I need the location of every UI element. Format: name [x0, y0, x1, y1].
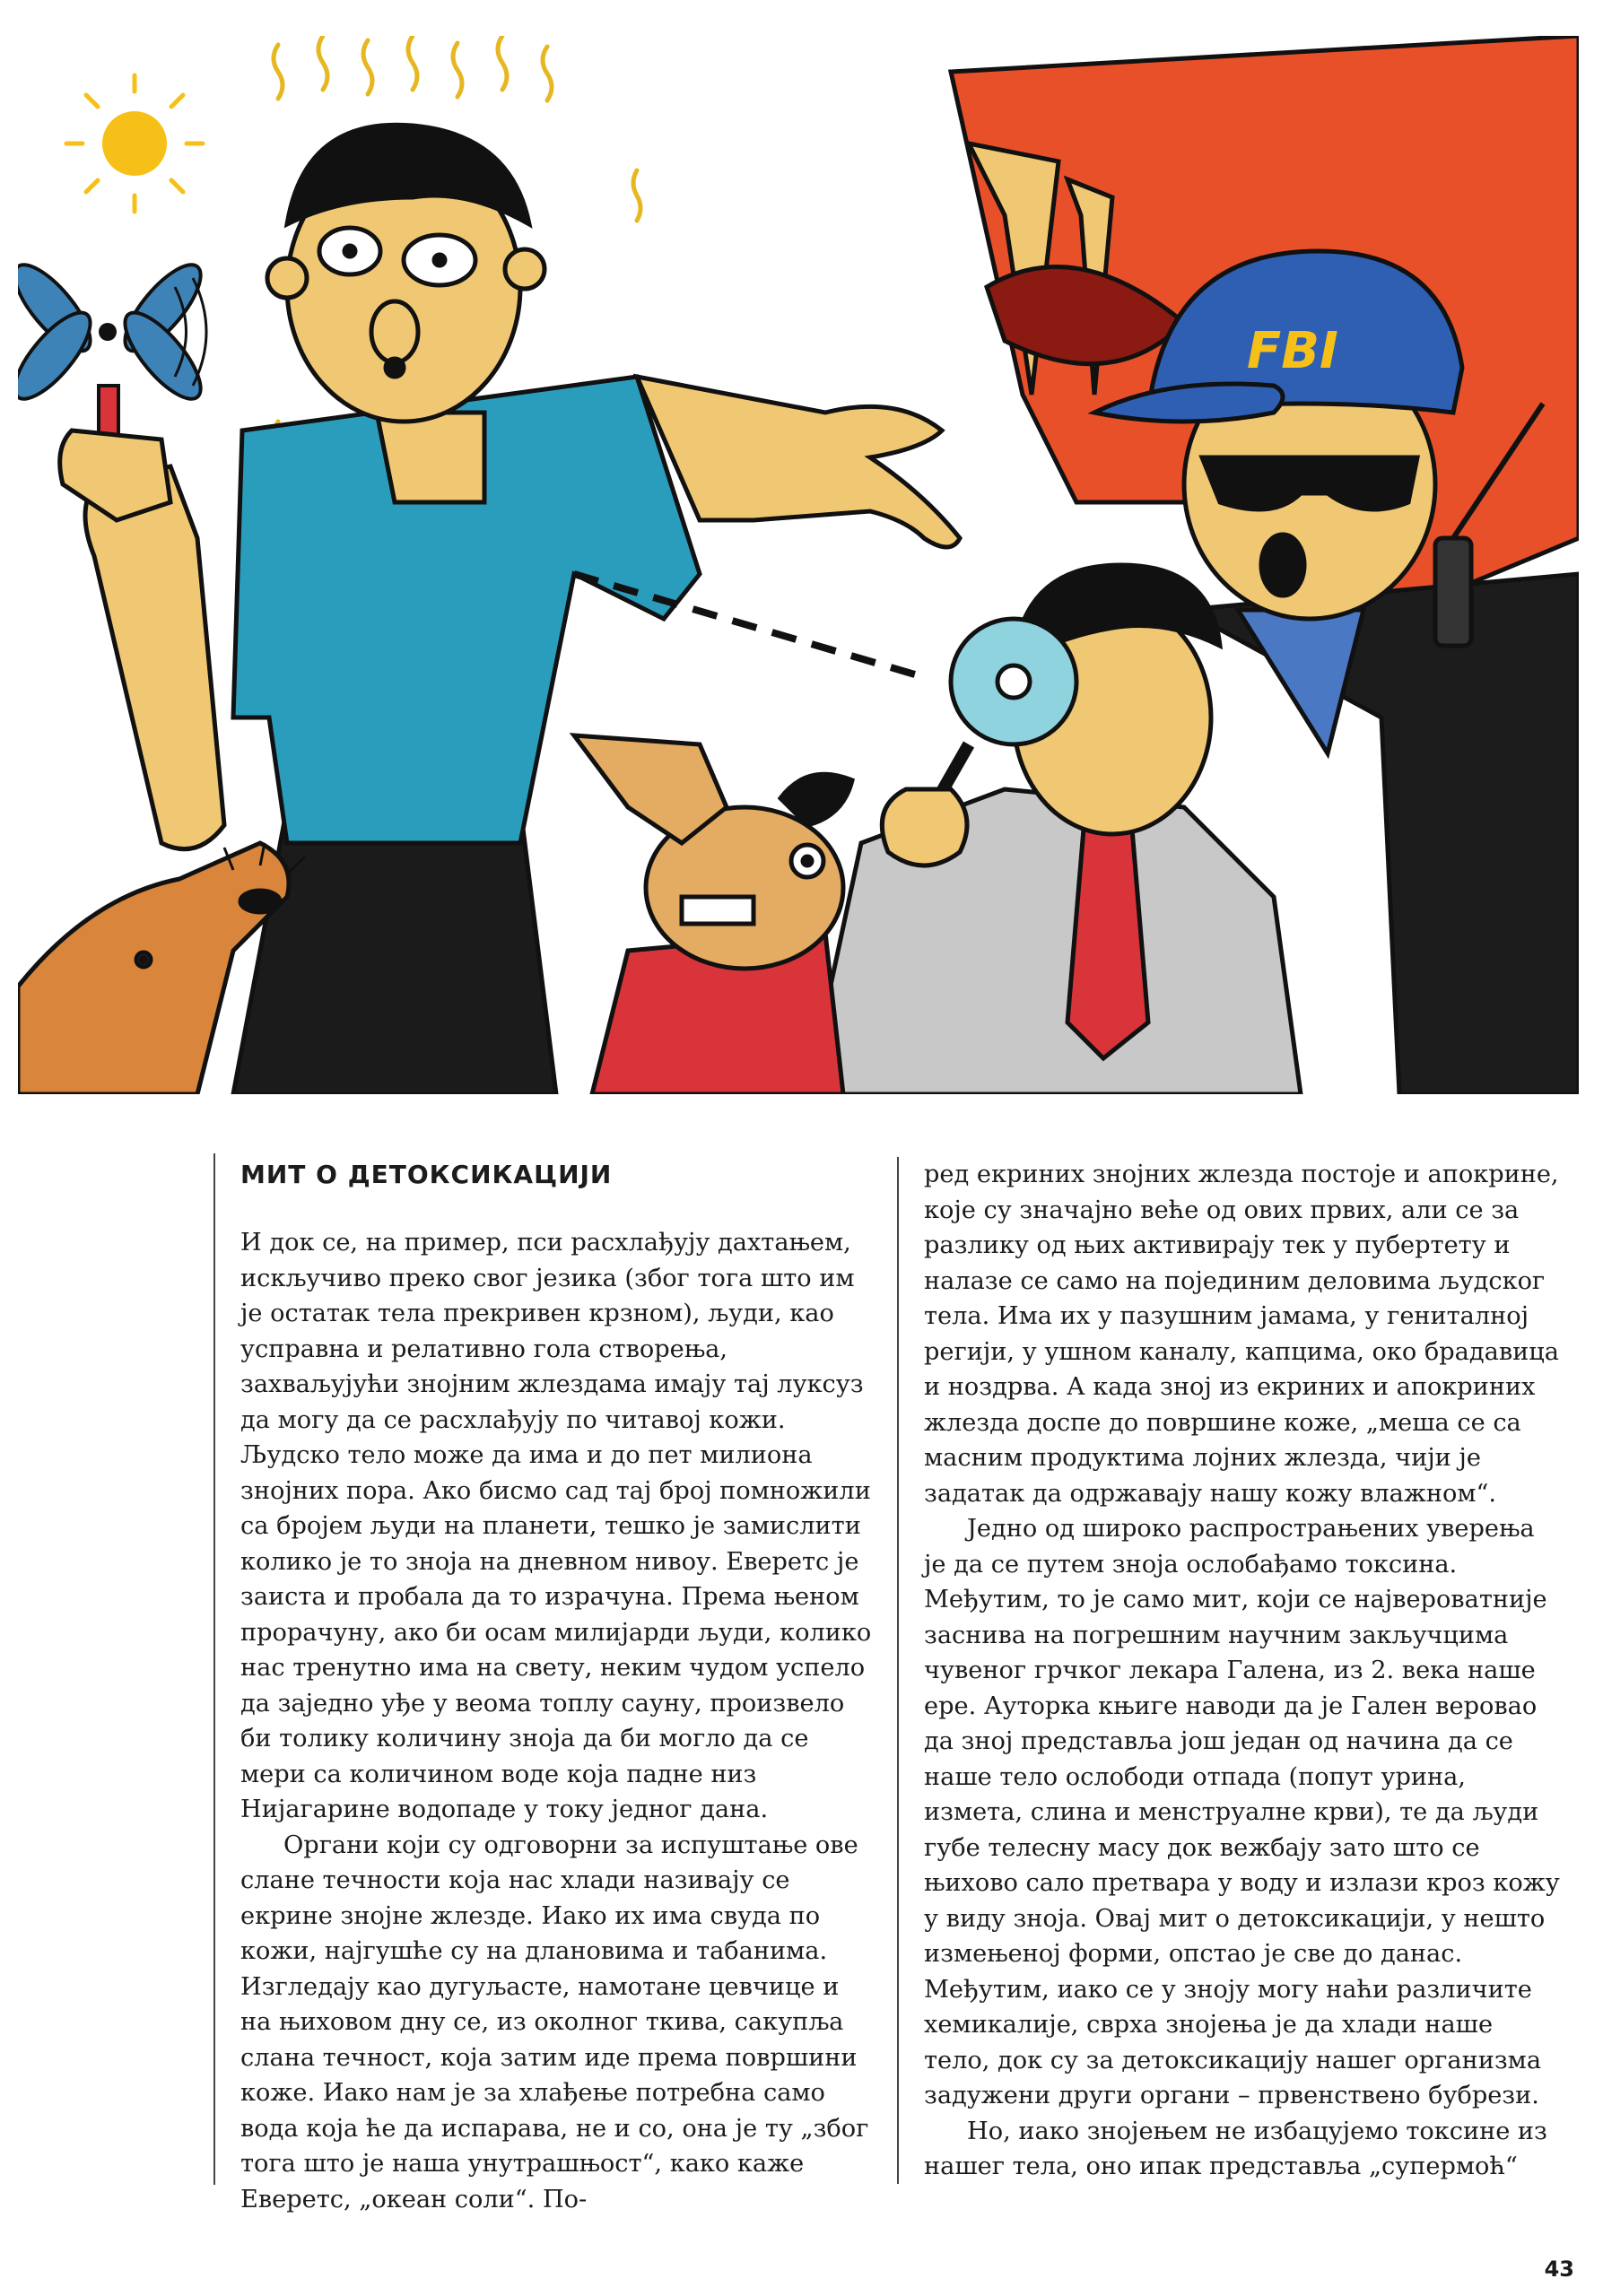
article-paragraph: Но, иако знојењем не избацујемо токсине из нашег тела, оно ипак представља „супермоћ“ — [924, 2117, 1547, 2180]
article-paragraph: И док се, на пример, пси расхлађују дахтањем, искључиво преко свог језика (због тога што им је остатак тела прекривен крзном), људи, као усправна и релативно гола створења, захваљујући знојним жлездама имају тај луксуз да могу да се расхлађују по читавој кожи. Људско тело може да има и до пет милиона знојних пора. Ако бисмо сад тај број помножили са бројем људи на планети, тешко је замислити колико је то зноја на дневном нивоу. Еверетс је заиста и пробала да то израчуна. Према њеном прорачуну, ако би осам милијарди људи, колико нас тренутно има на свету, неким чудом успело да заједно уђе у веома топлу сауну, произвело би толику количину зноја да би могло да се мери са количином воде која падне низ Нијагарине водопаде у току једног дана. — [240, 1229, 872, 1823]
fbi-cap-text: FBI — [1247, 322, 1338, 380]
editorial-illustration — [18, 36, 1579, 1094]
right-column-rule — [897, 1157, 899, 2184]
article-paragraph: Органи који су одговорни за испуштање ове слане течности која нас хлади називају се екрине знојне жлезде. Иако их има свуда по кожи, најгушће су на длановима и табанима. Изгледају као дугуљасте, намотане цевчице и на њиховом дну се, из околног ткива, сакупља слана течност, која затим иде према површини коже. Иако нам је за хлађење потребна само вода која ће да испарава, не и со, она је ту „због тога што је наша унутрашњост“, како каже Еверетс, „океан соли“. По- — [240, 1831, 869, 2213]
page-number: 43 — [1544, 2257, 1574, 2282]
dashed-gaze-line — [574, 574, 924, 677]
article-heading: МИТ О ДЕТОКСИКАЦИЈИ — [240, 1160, 613, 1189]
sun-icon — [66, 75, 203, 212]
nose-pinching-man — [574, 735, 852, 1094]
article-left-column — [240, 1157, 873, 2217]
article-paragraph: Једно од широко распрострањених уверења је да се путем зноја ослобађамо токсина. Међутим, то је само мит, који се највероватније заснива на погрешним научним закључцима чувеног грчког лекара Галена, из 2. века наше ере. Ауторка књиге наводи да је Гален веровао да зној представља још један од начина да се наше тело ослободи отпада (попут урина, измета, слина и менструалне крви), те да људи губе телесну масу док вежбају зато што се њихово сало претвара у воду и излази кроз кожу у виду зноја. Овај мит о детоксикацији, у нешто измењеној форми, опстао је све до данас. Међутим, иако се у зноју могу наћи различите хемикалије, сврха знојења је да хлади наше тело, док су за детоксикацију нашег организма задужени други органи – првенствено бубрези. — [924, 1515, 1560, 2109]
left-column-rule — [213, 1153, 215, 2185]
detective-with-magnifier — [807, 565, 1301, 1094]
article-paragraph: ред екриних знојних жлезда постоје и апокрине, које су значајно веће од ових првих, али се за разлику од њих активирају тек у пубертету и налазе се само на појединим деловима људског тела. Има их у пазушним јамама, у гениталној регији, у ушном каналу, капцима, око брадавица и ноздрва. А када зној из екриних и апокриних жлезда доспе до површине коже, „меша се са масним продуктима лојних жлезда, чији је задатак да одржавају нашу кожу влажном“. — [924, 1161, 1559, 1508]
article-right-column — [924, 1157, 1561, 2185]
